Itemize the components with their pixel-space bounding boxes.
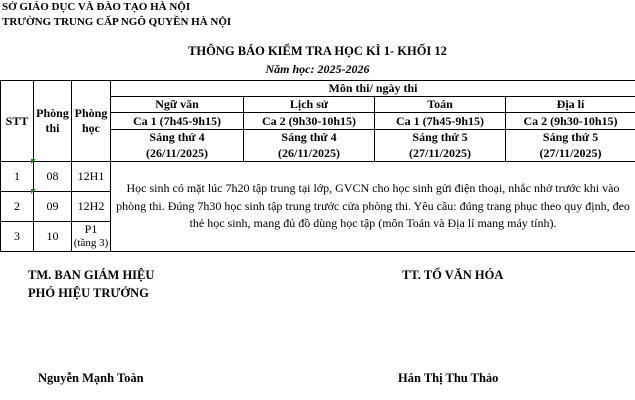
subject-name-4[interactable]: Địa lí	[506, 97, 635, 113]
subject-name-1[interactable]: Ngữ văn	[111, 97, 244, 113]
comment-marker	[31, 159, 36, 164]
exam-instructions-note[interactable]: Học sinh có mặt lúc 7h20 tập trung tại lớp, GVCN cho học sinh gửi điện thoại, nhắc nhở trước khi vào phòng thi. Đúng 7h30 học sinh tập trung trước cửa phòng thi. Yêu cầu: đúng trang phục theo quy định, đeo thẻ học sinh, mang đủ đồ dùng học tập (môn Toán và Địa lí mang máy tính).	[111, 162, 635, 252]
exam-schedule-table	[0, 80, 635, 252]
row-3-class-floor: (tầng 3)	[73, 237, 109, 250]
subject-day-3[interactable]: Sáng thứ 5	[375, 130, 506, 146]
row-2-room[interactable]: 09	[34, 192, 72, 222]
subject-shift-3[interactable]: Ca 1 (7h45-9h15)	[375, 113, 506, 130]
subject-date-1[interactable]: (26/11/2025)	[111, 146, 244, 162]
row-1-stt[interactable]: 1	[1, 162, 34, 192]
row-2-class[interactable]: 12H2	[72, 192, 111, 222]
school-year: Năm học: 2025-2026	[265, 62, 370, 76]
signature-board-title: TM. BAN GIÁM HIỆU	[28, 268, 155, 282]
subject-day-1[interactable]: Sáng thứ 4	[111, 130, 244, 146]
signer-name-right: Hán Thị Thu Thảo	[398, 371, 499, 385]
subject-name-2[interactable]: Lịch sử	[244, 97, 375, 113]
document-title: THÔNG BÁO KIỂM TRA HỌC KÌ 1- KHỐI 12	[188, 44, 447, 58]
row-3-class[interactable]	[72, 222, 111, 252]
subject-day-4[interactable]: Sáng thứ 5	[506, 130, 635, 146]
row-1-class[interactable]: 12H1	[72, 162, 111, 192]
row-2-stt[interactable]: 2	[1, 192, 34, 222]
subject-shift-2[interactable]: Ca 2 (9h30-10h15)	[244, 113, 375, 130]
department-name: SỞ GIÁO DỤC VÀ ĐÀO TẠO HÀ NỘI	[2, 1, 191, 13]
school-name: TRƯỜNG TRUNG CẤP NGÔ QUYỀN HÀ NỘI	[2, 16, 232, 28]
header-exam-room[interactable]: Phòng thi	[34, 81, 72, 162]
subject-date-4[interactable]: (27/11/2025)	[506, 146, 635, 162]
row-1-room[interactable]: 08	[34, 162, 72, 192]
header-subject-date[interactable]: Môn thi/ ngày thi	[111, 81, 635, 97]
header-classroom[interactable]: Phòng học	[72, 81, 111, 162]
row-3-room[interactable]: 10	[34, 222, 72, 252]
subject-name-3[interactable]: Toán	[375, 97, 506, 113]
row-3-stt[interactable]: 3	[1, 222, 34, 252]
subject-shift-1[interactable]: Ca 1 (7h45-9h15)	[111, 113, 244, 130]
subject-date-3[interactable]: (27/11/2025)	[375, 146, 506, 162]
comment-marker	[31, 189, 36, 194]
signer-name-left: Nguyễn Mạnh Toàn	[38, 371, 144, 385]
subject-shift-4[interactable]: Ca 2 (9h30-10h15)	[506, 113, 635, 130]
header-stt[interactable]: STT	[1, 81, 34, 162]
subject-date-2[interactable]: (26/11/2025)	[244, 146, 375, 162]
signature-vice-principal-title: PHÓ HIỆU TRƯỞNG	[28, 286, 149, 300]
row-3-class-label: P1	[84, 222, 98, 237]
subject-day-2[interactable]: Sáng thứ 4	[244, 130, 375, 146]
signature-department-title: TT. TỔ VĂN HÓA	[402, 268, 504, 282]
